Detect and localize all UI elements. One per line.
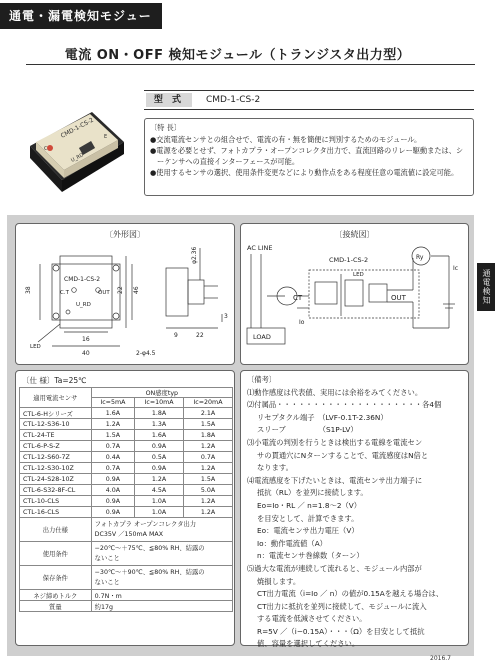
table-row [20,388,233,398]
output-value-line1: フォトカプラ オープンコレクタ出力 [94,520,197,528]
io-label: Io [299,319,305,326]
dim-phi: φ2.36 [191,246,198,264]
table-row [20,518,233,542]
outline-bottom-label: U_RD [76,302,91,308]
table-cell: 0.9A [135,463,184,474]
note-line: ⑴動作感度は代表値、実用には余裕をみてください。 [247,387,423,397]
table-row [20,474,233,485]
sensor-header: 適用電流センサ [20,388,92,408]
dim-38: 38 [25,286,32,294]
ry-label: Ry [416,254,424,261]
note-line: ⑵付属品・・・・・・・・・・・・・・・・・・・・各4個 [247,400,442,410]
table-row [20,496,233,507]
table-cell: 1.0A [135,507,184,518]
table-cell: 1.0A [135,496,184,507]
notes-box [240,370,469,649]
table-cell: 1.2A [183,507,232,518]
note-line: リセプタクル端子 （LVF-0.1T-2.36N） [257,412,388,422]
load-label: LOAD [253,333,271,341]
note-line: なります。 [257,463,293,473]
table-cell: 1.2A [135,474,184,485]
notes-title: 〔備考〕 [247,375,277,384]
table-row [20,430,233,441]
outline-drawing [15,223,235,365]
connection-diagram [240,223,469,365]
note-line: ⑸過大な電流が連続して流れると、モジュール内部が [247,563,422,573]
sensor-name: CTL-6-Hシリーズ [20,408,92,419]
photo-label-right: E [104,134,108,140]
note-line: R=5V ／（i−0.15A）・・・（Ω）を目安として抵抗 [257,626,425,636]
table-cell: 2.1A [183,408,232,419]
table-row [20,542,233,566]
col-header: Ic=20mA [183,398,232,408]
features-title: 〔特 長〕 [150,123,182,132]
on-header: ON感度typ [91,388,232,398]
note-line: 焼損します。 [257,576,301,586]
sensor-name: CTL-16-CLS [20,507,92,518]
led-label: LED [353,272,364,278]
table-row [20,441,233,452]
table-row [20,485,233,496]
use-label: 使用条件 [20,542,92,566]
category-header: 通電・漏電検知モジュール [0,3,162,29]
outline-out-label: OUT [98,290,110,296]
table-cell: 0.4A [91,452,134,463]
sensor-name: CTL-6-P-S-Z [20,441,92,452]
dim-46: 46 [133,286,140,294]
notes-list [247,387,462,651]
table-row [20,463,233,474]
features-box [144,118,474,196]
col-header: Ic=5mA [91,398,134,408]
note-line: する電流を低減させてください。 [257,614,367,624]
note-line: ⑷電流感度を下げたいときは、電流センサ出力端子に [247,475,423,485]
table-cell: 1.2A [183,496,232,507]
table-row [20,590,233,601]
table-row [20,507,233,518]
dim-9: 9 [174,332,178,339]
note-line: Io：動作電流値（A） [257,538,327,548]
table-row [20,566,233,590]
table-cell: 0.9A [91,496,134,507]
note-line: サの貫通穴にNターンすることで、電流感度はN倍と [257,450,429,460]
table-row [20,452,233,463]
output-label: 出力仕様 [20,518,92,542]
dim-22: 22 [117,286,124,294]
outline-svg [16,224,236,366]
sensor-name: CTL-24-TE [20,430,92,441]
table-cell: 1.2A [183,463,232,474]
table-cell: 4.5A [135,485,184,496]
note-line: CT出力電流（i=Io ／ n）の値が0.15Aを越える場合は、 [257,589,444,599]
outline-board-label: CMD-1-CS-2 [64,276,101,283]
module-label: CMD-1-CS-2 [329,256,369,264]
dim-hole: 2-φ4.5 [136,350,156,357]
use-value-line1: −20℃〜＋75℃、≦80% RH、結露の [94,544,205,552]
torque-value: 0.7N・m [91,590,232,601]
sensor-name: CTL-12-S36-10 [20,419,92,430]
table-cell: 0.9A [91,507,134,518]
table-cell: 1.8A [183,430,232,441]
note-line: ⑶小電流の判別を行うときは検出する電線を電流セン [247,437,423,447]
issue-date: 2016.7 [430,655,451,662]
torque-label: ネジ締めトルク [20,590,92,601]
product-photo [22,90,132,200]
dim-22w: 22 [196,332,204,339]
photo-label-bottom: U_RD [70,152,85,164]
mass-label: 質量 [20,601,92,612]
note-line: CT出力に抵抗を並列に接続して、モジュールに流入 [257,601,427,611]
feature-item: ●使用するセンサの選択、使用条件変更などにより動作点をある程度任意の電流値に設定可能。 [150,168,459,177]
table-cell: 1.2A [91,419,134,430]
table-row [20,408,233,419]
ic-label: Ic [453,265,459,272]
table-cell: 0.5A [135,452,184,463]
model-name: CMD-1-CS-2 [206,95,261,105]
table-cell: 1.6A [135,430,184,441]
table-row [20,601,233,612]
col-header: Ic=10mA [135,398,184,408]
table-cell: 0.9A [91,474,134,485]
outline-title: 〔外形図〕 [105,230,145,239]
note-line: Eo：電流センサ出力電圧（V） [257,526,359,536]
note-line: n：電流センサ巻線数（ターン） [257,551,364,561]
output-value [91,518,232,542]
table-cell: 1.5A [183,474,232,485]
note-line: 値、容量を選択してください。 [257,639,360,649]
connection-title: 〔接続図〕 [334,230,375,239]
outline-ct-label: C.T [60,290,69,296]
table-cell: 1.6A [91,408,134,419]
ct-label: CT [293,294,303,302]
table-cell: 1.3A [135,419,184,430]
table-cell: 0.7A [91,441,134,452]
table-cell: 0.7A [91,463,134,474]
store-label: 保存条件 [20,566,92,590]
use-value-line2: ないこと [94,554,120,562]
table-cell: 0.7A [183,452,232,463]
table-cell: 4.0A [91,485,134,496]
store-value [91,566,232,590]
side-tab: 通電検知 [477,263,495,311]
outline-led-label: LED [30,344,41,350]
connection-svg [241,224,470,366]
feature-item: ●交流電流センサとの組合せで、電流の有・無を簡便に判別するためのモジュール。 [150,135,422,144]
use-value [91,542,232,566]
table-row [20,419,233,430]
sensor-name: CTL-10-CLS [20,496,92,507]
store-value-line1: −30℃〜＋90℃、≦80% RH、結露の [94,568,205,576]
sensor-name: CTL-12-S30-10Z [20,463,92,474]
dim-16: 16 [82,336,90,343]
photo-label-left: C [44,146,48,152]
note-line: Eo=Io・RL ／ n=1.8〜2（V） [257,500,362,510]
table-cell: 1.8A [135,408,184,419]
note-line: を目安として、計算できます。 [257,513,359,523]
spec-table [19,387,233,612]
store-value-line2: ないこと [94,578,120,586]
photo-label: CMD-1-CS-2 [59,116,95,140]
model-row [144,90,474,110]
sensor-name: CTL-24-S28-10Z [20,474,92,485]
page-title: 電流 ON・OFF 検知モジュール（トランジスタ出力型） [64,48,411,63]
output-value-line2: DC35V ／150mA MAX [94,530,164,538]
sensor-name: CTL-12-S60-7Z [20,452,92,463]
out-label: OUT [391,294,406,302]
ac-line-label: AC LINE [247,244,273,252]
model-label: 型 式 [146,93,192,107]
mass-value: 約17g [91,601,232,612]
table-cell: 1.2A [183,441,232,452]
sensor-name: CTL-6-S32-8F-CL [20,485,92,496]
title-divider [26,64,475,65]
dim-3: 3 [224,313,228,320]
table-cell: 0.9A [135,441,184,452]
table-cell: 1.5A [183,419,232,430]
note-line: スリーブ （S1P-LV） [257,425,358,435]
spec-table-box [15,370,235,646]
note-line: 抵抗（RL）を並列に接続します。 [257,488,368,498]
dim-40: 40 [82,350,90,357]
feature-item: ●電源を必要とせず、フォトカプラ・オープンコレクタ出力で、直流回路のリレー駆動または、シーケンサへの直接インターフェースが可能。 [150,146,464,166]
table-cell: 5.0A [183,485,232,496]
table-cell: 1.5A [91,430,134,441]
spec-caption: 〔仕 様〕Ta=25℃ [22,376,87,385]
